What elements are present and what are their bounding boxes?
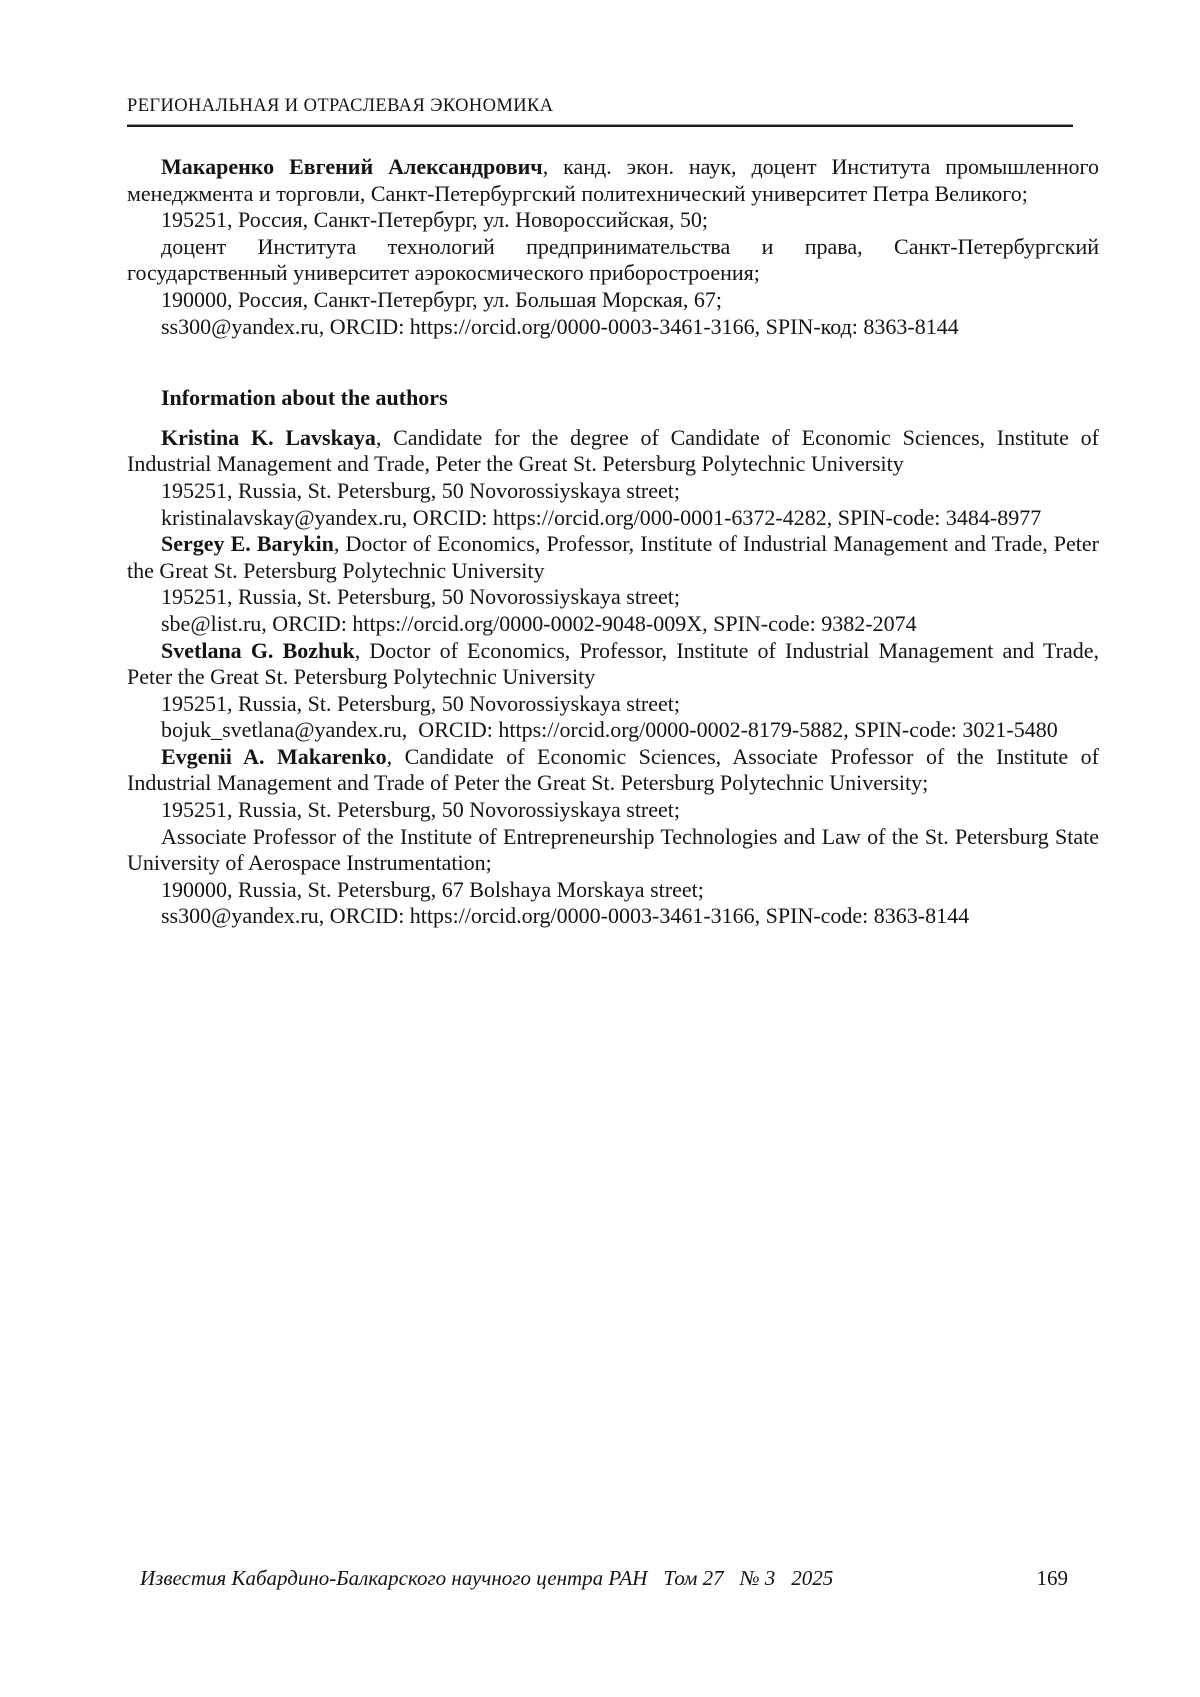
- paragraph-text: 195251, Russia, St. Petersburg, 50 Novorossiyskaya street;: [161, 797, 681, 823]
- en-author-paragraph: [127, 744, 1099, 797]
- paragraph-text: 195251, Россия, Санкт-Петербург, ул. Новороссийская, 50;: [161, 207, 709, 233]
- ru-address-line: [127, 207, 1099, 234]
- journal-title: Известия Кабардино-Балкарского научного центра РАН: [140, 1566, 648, 1590]
- en-author-name: Evgenii A. Makarenko: [161, 743, 387, 769]
- ru-affiliation-line: [127, 234, 1099, 287]
- en-author-name: Kristina K. Lavskaya: [161, 424, 376, 450]
- en-author-paragraph: [127, 425, 1099, 478]
- header-rule: [127, 124, 1073, 127]
- paragraph-text: Associate Professor of the Institute of Entrepreneurship Technologies and Law of the St. Petersburg State University of Aerospace Instrumentation;: [127, 823, 1099, 876]
- page-content: [127, 154, 1099, 930]
- paragraph-text: , Doctor of Economics, Professor, Institute of Industrial Management and Trade, Peter the Great St. Petersburg Polytechnic University: [127, 637, 1099, 690]
- en-contact-line: [127, 611, 1099, 638]
- en-contact-line: [127, 505, 1099, 532]
- en-author-name: Sergey E. Barykin: [161, 531, 334, 557]
- page-number: 169: [1036, 1566, 1068, 1590]
- en-address-line: [127, 877, 1099, 904]
- en-address-line: [127, 797, 1099, 824]
- paragraph-text: ss300@yandex.ru, ORCID: https://orcid.org/0000-0003-3461-3166, SPIN-код: 8363-8144: [161, 313, 959, 339]
- ru-author-name: Макаренко Евгений Александрович: [161, 154, 543, 179]
- en-author-name: Svetlana G. Bozhuk: [161, 637, 355, 663]
- en-address-line: [127, 584, 1099, 611]
- en-address-line: [127, 691, 1099, 718]
- ru-address-line: [127, 287, 1099, 314]
- paragraph-text: 195251, Russia, St. Petersburg, 50 Novorossiyskaya street;: [161, 477, 681, 503]
- paragraph-text: 190000, Russia, St. Petersburg, 67 Bolshaya Morskaya street;: [161, 876, 704, 902]
- section-heading: Information about the authors: [161, 385, 448, 411]
- en-contact-line: [127, 903, 1099, 930]
- paragraph-text: kristinalavskay@yandex.ru, ORCID: https://orcid.org/000-0001-6372-4282, SPIN-code: 3484-8977: [161, 504, 1042, 530]
- en-affiliation-line: [127, 824, 1099, 877]
- journal-issue: № 3: [739, 1566, 776, 1590]
- paragraph-text: , Candidate for the degree of Candidate of Economic Sciences, Institute of Industrial Management and Trade, Peter the Great St. Petersburg Polytechnic University: [127, 424, 1100, 477]
- running-header: [127, 96, 554, 117]
- running-header-title: РЕГИОНАЛЬНАЯ И ОТРАСЛЕВАЯ ЭКОНОМИКА: [127, 96, 554, 116]
- en-author-paragraph: [127, 531, 1099, 584]
- journal-year: 2025: [791, 1566, 834, 1590]
- ru-contact-line: [127, 314, 1099, 341]
- en-author-paragraph: [127, 638, 1099, 691]
- footer-journal-line: [140, 1566, 833, 1591]
- paragraph-text: 195251, Russia, St. Petersburg, 50 Novorossiyskaya street;: [161, 584, 681, 610]
- paragraph-text: 195251, Russia, St. Petersburg, 50 Novorossiyskaya street;: [161, 690, 681, 716]
- en-address-line: [127, 478, 1099, 505]
- paragraph-text: , Doctor of Economics, Professor, Institute of Industrial Management and Trade, Peter the Great St. Petersburg Polytechnic University: [127, 531, 1099, 583]
- paragraph-text: , канд. экон. наук, доцент Института промышленного менеджмента и торговли, Санкт-Петербургский политехнический университет Петра Великого;: [127, 154, 1100, 206]
- journal-volume: Том 27: [663, 1566, 724, 1590]
- paragraph-text: 190000, Россия, Санкт-Петербург, ул. Большая Морская, 67;: [161, 286, 722, 312]
- ru-author-paragraph: [127, 154, 1099, 207]
- paragraph-text: , Candidate of Economic Sciences, Associate Professor of the Institute of Industrial Management and Trade of Peter the Great St. Petersburg Polytechnic University;: [127, 743, 1099, 796]
- page-footer: [140, 1566, 1068, 1591]
- paragraph-text: доцент Института технологий предпринимательства и права, Санкт-Петербургский государственный университет аэрокосмического приборостроения;: [127, 233, 1099, 286]
- paragraph-text: bojuk_svetlana@yandex.ru, ORCID: https://orcid.org/0000-0002-8179-5882, SPIN-code: 3021-5480: [161, 717, 1058, 743]
- en-contact-line: [127, 717, 1099, 744]
- paragraph-text: sbe@list.ru, ORCID: https://orcid.org/0000-0002-9048-009X, SPIN-code: 9382-2074: [161, 610, 917, 636]
- paragraph-text: ss300@yandex.ru, ORCID: https://orcid.org/0000-0003-3461-3166, SPIN-code: 8363-8144: [161, 903, 970, 929]
